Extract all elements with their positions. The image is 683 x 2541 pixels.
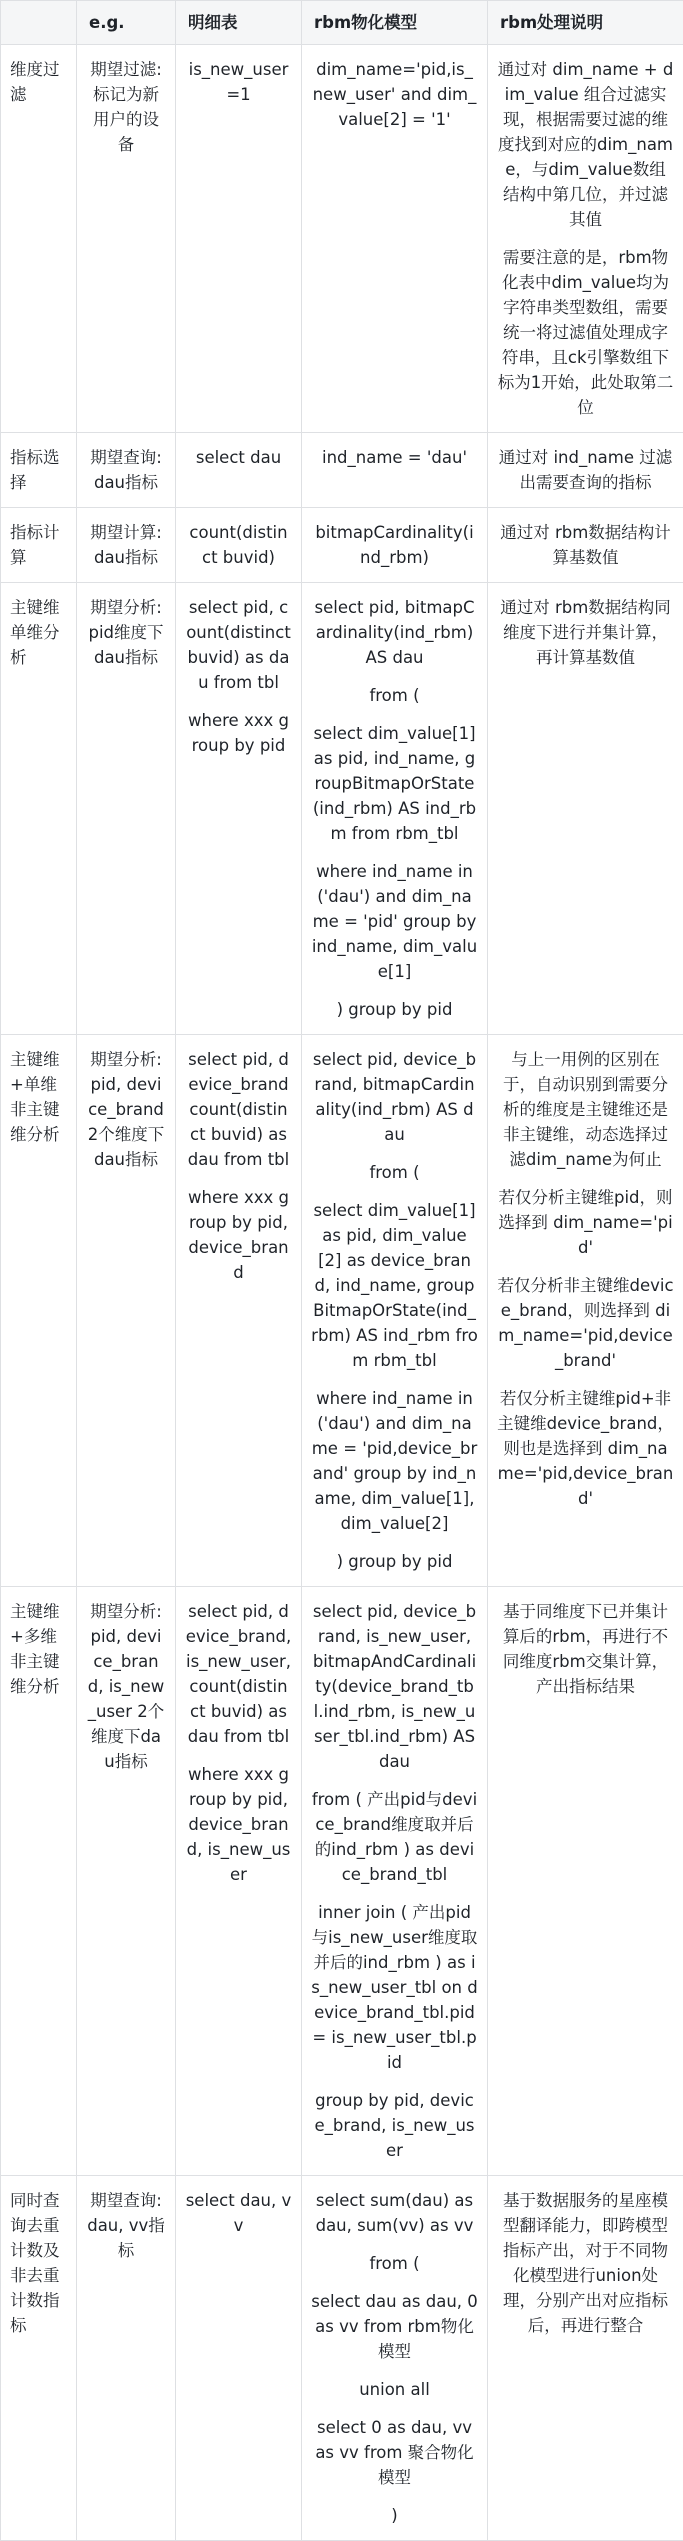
table-row xyxy=(1,433,683,508)
detail-cell xyxy=(176,1035,302,1587)
cell-paragraph: from ( xyxy=(311,2251,478,2276)
desc-cell xyxy=(488,1035,683,1587)
cell-paragraph: 通过对 ind_name 过滤出需要查询的指标 xyxy=(497,445,674,495)
cell-paragraph: select pid, device_brand, is_new_user, bitmapAndCardinality(device_brand_tbl.ind_rbm, is_new_user_tbl.ind_rbm) AS dau xyxy=(311,1599,478,1774)
cell-paragraph: from ( 产出pid与device_brand维度取并后的ind_rbm ) as device_brand_tbl xyxy=(311,1787,478,1887)
table-row xyxy=(1,45,683,433)
cell-paragraph: select pid, bitmapCardinality(ind_rbm) AS dau xyxy=(311,595,478,670)
cell-paragraph: where ind_name in ('dau') and dim_name = 'pid' group by ind_name, dim_value[1] xyxy=(311,859,478,984)
cell-paragraph: ind_name = 'dau' xyxy=(311,445,478,470)
cell-paragraph: where xxx group by pid, device_brand, is_new_user xyxy=(185,1762,292,1887)
cell-paragraph: 若仅分析主键维pid，则选择到 dim_name='pid' xyxy=(497,1185,674,1260)
cell-paragraph: select pid, device_brand count(distinct buvid) as dau from tbl xyxy=(185,1047,292,1172)
cell-paragraph: select pid, count(distinct buvid) as dau from tbl xyxy=(185,595,292,695)
cell-paragraph: select dau, vv xyxy=(185,2188,292,2238)
example-cell: 期望分析:pid, device_brand, is_new_user 2个维度下dau指标 xyxy=(77,1587,176,2176)
header-rbm-desc: rbm处理说明 xyxy=(488,1,683,45)
row-name-cell: 指标计算 xyxy=(1,508,77,583)
detail-cell xyxy=(176,583,302,1035)
rbm-cell xyxy=(302,433,488,508)
cell-paragraph: select pid, device_brand, bitmapCardinality(ind_rbm) AS dau xyxy=(311,1047,478,1147)
example-cell: 期望分析:pid维度下dau指标 xyxy=(77,583,176,1035)
row-name-cell: 主键维+单维非主键维分析 xyxy=(1,1035,77,1587)
cell-paragraph: union all xyxy=(311,2377,478,2402)
example-cell: 期望查询:dau指标 xyxy=(77,433,176,508)
cell-paragraph: from ( xyxy=(311,1160,478,1185)
header-eg: e.g. xyxy=(77,1,176,45)
cell-paragraph: 基于数据服务的星座模型翻译能力，即跨模型指标产出，对于不同物化模型进行union处理，分别产出对应指标后，再进行整合 xyxy=(497,2188,674,2338)
row-name-cell: 同时查询去重计数及非去重计数指标 xyxy=(1,2176,77,2541)
cell-paragraph: from ( xyxy=(311,683,478,708)
cell-paragraph: select 0 as dau, vv as vv from 聚合物化模型 xyxy=(311,2415,478,2490)
row-name-cell: 主键维+多维非主键维分析 xyxy=(1,1587,77,2176)
rbm-cell xyxy=(302,508,488,583)
cell-paragraph: inner join ( 产出pid与is_new_user维度取并后的ind_rbm ) as is_new_user_tbl on device_brand_tbl.pid = is_new_user_tbl.pid xyxy=(311,1900,478,2075)
header-empty xyxy=(1,1,77,45)
rbm-cell xyxy=(302,1035,488,1587)
cell-paragraph: select dau as dau, 0 as vv from rbm物化模型 xyxy=(311,2289,478,2364)
row-name-cell: 维度过滤 xyxy=(1,45,77,433)
rbm-cell xyxy=(302,1587,488,2176)
cell-paragraph: ) group by pid xyxy=(311,1549,478,1574)
example-cell: 期望过滤:标记为新用户的设备 xyxy=(77,45,176,433)
cell-paragraph: ) group by pid xyxy=(311,997,478,1022)
example-cell: 期望计算:dau指标 xyxy=(77,508,176,583)
cell-paragraph: select pid, device_brand, is_new_user, count(distinct buvid) as dau from tbl xyxy=(185,1599,292,1749)
cell-paragraph: ) xyxy=(311,2503,478,2528)
example-cell: 期望查询:dau, vv指标 xyxy=(77,2176,176,2541)
cell-paragraph: 基于同维度下已并集计算后的rbm，再进行不同维度rbm交集计算，产出指标结果 xyxy=(497,1599,674,1699)
row-name-cell: 指标选择 xyxy=(1,433,77,508)
desc-cell xyxy=(488,45,683,433)
header-detail-table: 明细表 xyxy=(176,1,302,45)
desc-cell xyxy=(488,2176,683,2541)
desc-cell xyxy=(488,1587,683,2176)
detail-cell xyxy=(176,433,302,508)
cell-paragraph: bitmapCardinality(ind_rbm) xyxy=(311,520,478,570)
detail-cell xyxy=(176,2176,302,2541)
cell-paragraph: where xxx group by pid xyxy=(185,708,292,758)
header-rbm-model: rbm物化模型 xyxy=(302,1,488,45)
table-row xyxy=(1,2176,683,2541)
desc-cell xyxy=(488,508,683,583)
cell-paragraph: dim_name='pid,is_new_user' and dim_value[2] = '1' xyxy=(311,57,478,132)
cell-paragraph: count(distinct buvid) xyxy=(185,520,292,570)
row-name-cell: 主键维单维分析 xyxy=(1,583,77,1035)
rbm-cell xyxy=(302,583,488,1035)
rbm-cell xyxy=(302,2176,488,2541)
cell-paragraph: 若仅分析主键维pid+非主键维device_brand，则也是选择到 dim_name='pid,device_brand' xyxy=(497,1386,674,1511)
cell-paragraph: 若仅分析非主键维device_brand，则选择到 dim_name='pid,device_brand' xyxy=(497,1273,674,1373)
cell-paragraph: select sum(dau) as dau, sum(vv) as vv xyxy=(311,2188,478,2238)
cell-paragraph: 通过对 rbm数据结构计算基数值 xyxy=(497,520,674,570)
cell-paragraph: select dau xyxy=(185,445,292,470)
desc-cell xyxy=(488,433,683,508)
rbm-cell xyxy=(302,45,488,433)
cell-paragraph: where xxx group by pid, device_brand xyxy=(185,1185,292,1285)
cell-paragraph: is_new_user=1 xyxy=(185,57,292,107)
detail-cell xyxy=(176,1587,302,2176)
detail-cell xyxy=(176,508,302,583)
example-cell: 期望分析:pid, device_brand 2个维度下dau指标 xyxy=(77,1035,176,1587)
table-row xyxy=(1,1035,683,1587)
cell-paragraph: 通过对 rbm数据结构同维度下进行并集计算，再计算基数值 xyxy=(497,595,674,670)
table-row xyxy=(1,1587,683,2176)
desc-cell xyxy=(488,583,683,1035)
cell-paragraph: group by pid, device_brand, is_new_user xyxy=(311,2088,478,2163)
detail-cell xyxy=(176,45,302,433)
cell-paragraph: select dim_value[1] as pid, ind_name, groupBitmapOrState(ind_rbm) AS ind_rbm from rbm_tbl xyxy=(311,721,478,846)
cell-paragraph: 需要注意的是，rbm物化表中dim_value均为字符串类型数组，需要统一将过滤值处理成字符串，且ck引擎数组下标为1开始，此处取第二位 xyxy=(497,245,674,420)
table-row xyxy=(1,508,683,583)
cell-paragraph: 与上一用例的区别在于，自动识别到需要分析的维度是主键维还是非主键维，动态选择过滤dim_name为何止 xyxy=(497,1047,674,1172)
table-row xyxy=(1,583,683,1035)
cell-paragraph: where ind_name in ('dau') and dim_name = 'pid,device_brand' group by ind_name, dim_value[1], dim_value[2] xyxy=(311,1386,478,1536)
header-row xyxy=(1,1,683,45)
cell-paragraph: 通过对 dim_name + dim_value 组合过滤实现，根据需要过滤的维度找到对应的dim_name，与dim_value数组结构中第几位，并过滤其值 xyxy=(497,57,674,232)
cell-paragraph: select dim_value[1] as pid, dim_value[2] as device_brand, ind_name, groupBitmapOrState(ind_rbm) AS ind_rbm from rbm_tbl xyxy=(311,1198,478,1373)
